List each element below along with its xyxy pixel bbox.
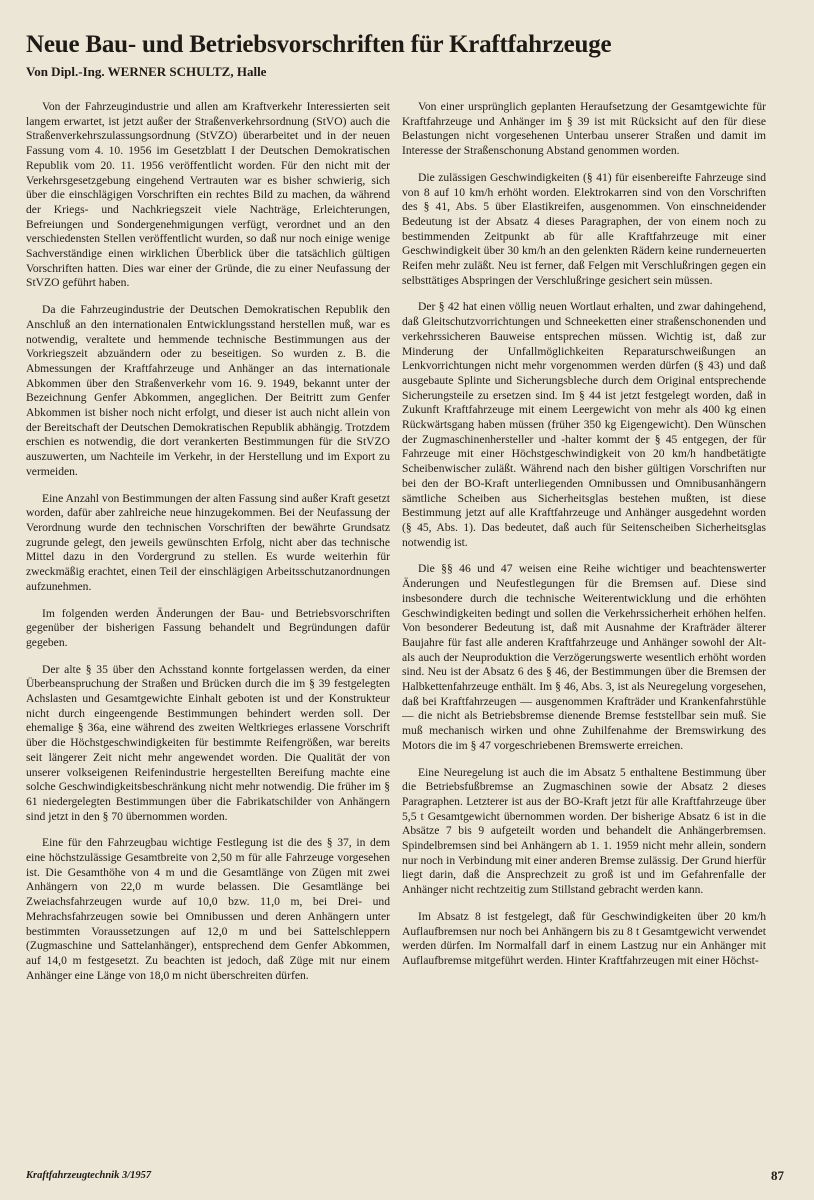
page-number: 87 <box>771 1168 784 1183</box>
paragraph: Von einer ursprünglich geplanten Heraufsetzung der Gesamtgewichte für Kraftfahrzeuge und Anhänger im § 39 ist mit Rücksicht auf den für diese Belastungen nicht vorgesehenen Unterbau unserer Straßen und damit im Interesse der Straßenschonung Abstand genommen worden. <box>402 100 766 158</box>
paragraph: Eine Neuregelung ist auch die im Absatz 5 enthaltene Bestimmung über die Betriebsfußbremse an Zugmaschinen sowie der Absatz 2 dieses Paragraphen. Letzterer ist aus der BO-Kraft jetzt für alle Kraftfahrzeuge über 5,5 t Gesamtgewicht übernommen worden. Der bisherige Absatz 6 ist in die Absätze 7 bis 9 aufgeteilt worden und behandelt die Anhängerbremsen. Spindelbremsen sind bei Anhängern ab 1. 1. 1959 nicht mehr allein, sondern nur noch in Verbindung mit einer anderen Bremse zulässig. Der Grund hierfür liegt darin, daß die Ansprechzeit zu groß ist und im Gefahrenfalle der Anhänger nicht rechtzeitig zum Stillstand gebracht werden kann. <box>402 765 766 897</box>
paragraph: Der § 42 hat einen völlig neuen Wortlaut erhalten, und zwar dahingehend, daß Gleitschutzvorrichtungen und Schneeketten einer straßenschonenden und verkehrssicheren Bauweise entsprechen müssen. Wichtig ist, daß zur Minderung der Unfallmöglichkeiten Reparaturschweißungen an Lenkvorrichtungen nicht mehr vorgenommen werden dürfen (§ 43) und daß ausgebaute Splinte und Sicherungsbleche durch dem Original entsprechende Sicherungsteile zu ersetzen sind. Im § 44 ist jetzt festgelegt worden, daß in Zukunft Kraftfahrzeuge mit einem Leergewicht von mehr als 400 kg einen Rückwärtsgang haben müssen (früher 350 kg Eigengewicht). Den Wünschen der Zugmaschinenhersteller und -halter kommt der § 45 entgegen, der für Fahrzeuge mit einer Höchstgeschwindigkeit von 20 km/h handbetätigte Scheibenwischer zuläßt. Während nach den bisher gültigen Vorschriften nur bei den der BO-Kraft unterliegenden Omnibussen und Omnibusanhängern sämtliche Scheiben aus Sicherheitsglas bestehen mußten, ist diese Bestimmung jetzt auf alle Kraftfahrzeuge und Anhänger ausgedehnt worden (§ 45, Abs. 1). Das bedeutet, daß auch für Seitenscheiben Sicherheitsglas notwendig ist. <box>402 300 766 549</box>
paragraph: Die §§ 46 und 47 weisen eine Reihe wichtiger und beachtenswerter Änderungen und Neufestlegungen für die Bremsen auf. Diese sind insbesondere durch die technische Weiterentwicklung und die erhöhten Geschwindigkeiten bedingt und sollen die Verkehrssicherheit erhöhen helfen. Von besonderer Bedeutung ist, daß mit Ausnahme der Krafträder älterer Baujahre für fast alle anderen Kraftfahrzeuge und Anhänger sowohl der Alt- als auch der Neuproduktion die Verzögerungswerte wesentlich erhöht worden sind. Neu ist der Absatz 6 des § 46, der Bestimmungen über die Bremsen der Halbkettenfahrzeuge enthält. Im § 46, Abs. 3, ist als Neuregelung vorgesehen, daß bei Kraftfahrzeugen — ausgenommen Krafträder und Krankenfahrstühle — die nicht als Betriebsbremse dienende Bremse feststellbar sein muß. Sie muß mechanisch wirken und ohne Zuhilfenahme der Bremswirkung des Motors die im § 47 vorgeschriebenen Bremswerte erreichen. <box>402 562 766 752</box>
paragraph: Im Absatz 8 ist festgelegt, daß für Geschwindigkeiten über 20 km/h Auflaufbremsen nur noch bei Anhängern bis zu 8 t Gesamtgewicht verwendet werden dürfen. Im Normalfall darf in einem Lastzug nur ein Anhänger mit Auflaufbremse mitgeführt werden. Hinter Kraftfahrzeugen mit einer Höchst- <box>402 909 766 967</box>
paragraph: Eine für den Fahrzeugbau wichtige Festlegung ist die des § 37, in dem eine höchstzulässige Gesamtbreite von 2,50 m für alle Fahrzeuge vorgesehen ist. Die Gesamthöhe von 4 m und die Gesamtlänge von Zügen mit zwei Anhängern von 22,0 m wurde belassen. Die Gesamtlänge bei Zweiachsfahrzeugen wurde auf 10,0 bzw. 11,0 m, bei Drei- und Mehrachsfahrzeugen sowie bei Omnibussen und deren Anhängern unter bestimmten Voraussetzungen auf 12,0 m und bei Sattelschleppern (Zugmaschine und Sattelanhänger), entsprechend dem Genfer Abkommen, auf 14,0 m festgesetzt. Zu beachten ist jedoch, daß Züge mit nur einem Anhänger eine Länge von 18,0 m nicht überschreiten dürfen. <box>26 836 390 982</box>
paragraph: Von der Fahrzeugindustrie und allen am Kraftverkehr Interessierten seit langem erwartet, ist jetzt außer der Straßenverkehrsordnung (StVO) auch die Straßenverkehrszulassungsordnung (StVZO) überarbeitet und in der neuen Fassung vom 4. 10. 1956 im Gesetzblatt I der Deutschen Demokratischen Republik vom 20. 11. 1956 veröffentlicht worden. Für den nicht mit der Verkehrsgesetzgebung eingehend Vertrauten war es bisher schwierig, sich über die einschlägigen Vorschriften ein rechtes Bild zu machen, da während der Kriegs- und Nachkriegszeit viele Nachträge, Erleichterungen, Befreiungen und Sondergenehmigungen verfügt, verordnet und an den verschiedensten Stellen veröffentlicht wurden, so daß nur noch einige wenige Sachverständige einen wirklichen Überblick über die tatsächlich gültigen Vorschriften hatten. Dies war einer der Gründe, die zu einer Neufassung der StVZO geführt haben. <box>26 100 390 290</box>
right-column <box>402 100 766 1150</box>
paragraph: Da die Fahrzeugindustrie der Deutschen Demokratischen Republik den Anschluß an den internationalen Entwicklungsstand herstellen muß, war es notwendig, veraltete und hemmende technische Bestimmungen aus der Vorkriegszeit abzuändern oder zu beseitigen. So wurden z. B. die Abmessungen der Kraftfahrzeuge und Anhänger an das internationale Abkommen über den Straßenverkehr vom 16. 9. 1949, bekannt unter der Bezeichnung Genfer Abkommen, angeglichen. Der Beitritt zum Genfer Abkommen ist bisher noch nicht erfolgt, und dieser ist auch nicht allein von der Bereitschaft der Deutschen Demokratischen Republik abhängig. Trotzdem erschien es notwendig, die dort verankerten Bestimmungen für die StVZO auszuwerten, um Nachteile im Verkehr, in der Herstellung und im Export zu vermeiden. <box>26 303 390 478</box>
paragraph: Im folgenden werden Änderungen der Bau- und Betriebsvorschriften gegenüber der bisherigen Fassung behandelt und Begründungen dafür gegeben. <box>26 606 390 649</box>
article-byline: Von Dipl.-Ing. WERNER SCHULTZ, Halle <box>26 64 267 79</box>
left-column <box>26 100 390 1150</box>
paragraph: Eine Anzahl von Bestimmungen der alten Fassung sind außer Kraft gesetzt worden, dafür aber zahlreiche neue hinzugekommen. Bei der Neufassung der Verordnung wurde den technischen Vorschriften der bewährte Grundsatz zugrunde gelegt, den jeweils gewünschten Erfolg, nicht aber das technische Mittel dazu in den Vordergrund zu stellen. Es wurde weiterhin für zweckmäßig erachtet, einen Teil der einschlägigen Arbeitsschutzanordnungen aufzunehmen. <box>26 491 390 593</box>
paragraph: Die zulässigen Geschwindigkeiten (§ 41) für eisenbereifte Fahrzeuge sind von 8 auf 10 km/h erhöht worden. Elektrokarren sind von den Vorschriften des § 41, Abs. 5 über Elastikreifen, ausgenommen. Von einschneidender Bedeutung ist der Absatz 4 dieses Paragraphen, der von einem noch zu bestimmenden Zeitpunkt ab für alle Kraftfahrzeuge mit einer Geschwindigkeit über 30 km/h an den gelenkten Rädern keine runderneuerten Reifen mehr zuläßt. Neu ist ferner, daß Felgen mit Verschlußringen gegen ein selbsttätiges Abspringen der Verschlußringe gesichert sein müssen. <box>402 170 766 287</box>
journal-citation: Kraftfahrzeugtechnik 3/1957 <box>26 1170 152 1181</box>
paragraph: Der alte § 35 über den Achsstand konnte fortgelassen werden, da einer Überbeanspruchung der Straßen und Brücken durch die im § 39 festgelegten Achslasten und Gesamtgewichte Einhalt geboten ist und der Konstrukteur nicht durch eingeengende Bestimmungen behindert werden soll. Der ehemalige § 36a, eine während des zweiten Weltkrieges erlassene Vorschrift über die Höchstgeschwindigkeiten für bestimmte Reifengrößen, war bereits seit längerer Zeit nicht mehr angewendet worden. Die Qualität der von unserer volkseigenen Reifenindustrie hergestellten Bereifung machte eine solche Geschwindigkeitsbeschränkung nicht mehr notwendig. Die früher im § 61 niedergelegten Bestimmungen über die Fabrikatschilder von Anhängern sind jetzt in den § 70 übernommen worden. <box>26 662 390 823</box>
article-title: Neue Bau- und Betriebsvorschriften für Kraftfahrzeuge <box>26 31 612 58</box>
